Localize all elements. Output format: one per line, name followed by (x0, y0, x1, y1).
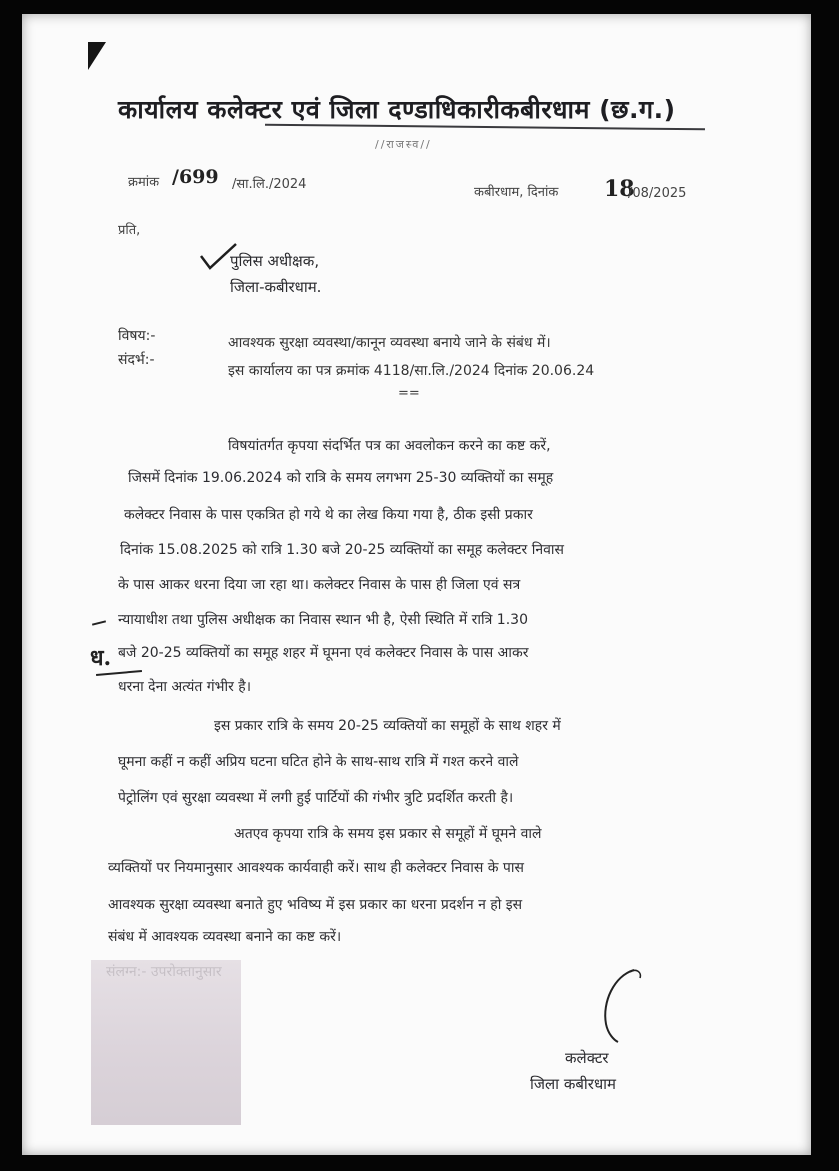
office-heading: कार्यालय कलेक्टर एवं जिला दण्डाधिकारीकबीरधाम (छ.ग.) (118, 95, 676, 124)
signatory-district: जिला कबीरधाम (530, 1075, 617, 1093)
prati-label: प्रति, (118, 223, 141, 238)
signature-stroke (584, 966, 654, 1046)
para3-line: व्यक्तियों पर नियमानुसार आवश्यक कार्यवाही करें। साथ ही कलेक्टर निवास के पास (108, 860, 524, 876)
vishay-text: आवश्यक सुरक्षा व्यवस्था/कानून व्यवस्था बनाये जाने के संबंध में। (228, 335, 551, 351)
recipient-line2: जिला-कबीरधाम. (230, 278, 322, 296)
para3-line: संबंध में आवश्यक व्यवस्था बनाने का कष्ट करें। (108, 929, 342, 945)
sub-mark: //राजस्व// (375, 138, 432, 151)
vishay-label: विषय:- (118, 328, 156, 344)
para2-line: इस प्रकार रात्रि के समय 20-25 व्यक्तियों का समूहों के साथ शहर में (214, 718, 561, 734)
para1-line: विषयांतर्गत कृपया संदर्भित पत्र का अवलोकन करने का कष्ट करें, (228, 438, 551, 454)
kramank-suffix: /सा.लि./2024 (232, 177, 307, 192)
para3-line: आवश्यक सुरक्षा व्यवस्था बनाते हुए भविष्य में इस प्रकार का धरना प्रदर्शन न हो इस (108, 897, 523, 913)
kramank-number: /699 (172, 166, 219, 188)
date-day: 18 (604, 176, 635, 202)
signatory-designation: कलेक्टर (565, 1049, 609, 1067)
sandarbh-label: संदर्भ:- (118, 352, 155, 368)
sandarbh-text: इस कार्यालय का पत्र क्रमांक 4118/सा.लि./2024 दिनांक 20.06.24 (228, 363, 595, 379)
place-date-label: कबीरधाम, दिनांक (474, 185, 559, 200)
para3-line: अतएव कृपया रात्रि के समय इस प्रकार से समूहों में घूमने वाले (234, 826, 542, 842)
para2-line: पेट्रोलिंग एवं सुरक्षा व्यवस्था में लगी हुई पार्टियों की गंभीर त्रुटि प्रदर्शित करती है। (118, 790, 514, 806)
para2-line: घूमना कहीं न कहीं अप्रिय घटना घटित होने के साथ-साथ रात्रि में गश्त करने वाले (118, 754, 519, 770)
page-corner-mark (88, 42, 106, 70)
para1-line: धरना देना अत्यंत गंभीर है। (118, 679, 252, 695)
date-rest: /08/2025 (628, 186, 687, 201)
para1-line: के पास आकर धरना दिया जा रहा था। कलेक्टर निवास के पास ही जिला एवं सत्र (118, 577, 521, 593)
para1-line: न्यायाधीश तथा पुलिस अधीक्षक का निवास स्थान भी है, ऐसी स्थिति में रात्रि 1.30 (118, 612, 528, 628)
faded-stamp (91, 960, 241, 1125)
para1-line: कलेक्टर निवास के पास एकत्रित हो गये थे का लेख किया गया है, ठीक इसी प्रकार (124, 507, 533, 523)
para1-line: बजे 20-25 व्यक्तियों का समूह शहर में घूमना एवं कलेक्टर निवास के पास आकर (118, 645, 529, 661)
separator-mark: == (398, 386, 420, 401)
recipient-line1: पुलिस अधीक्षक, (230, 252, 320, 270)
margin-note: ध. (90, 645, 112, 671)
para1-line: दिनांक 15.08.2025 को रात्रि 1.30 बजे 20-25 व्यक्तियों का समूह कलेक्टर निवास (120, 542, 564, 558)
kramank-label: क्रमांक (128, 175, 160, 190)
para1-line: जिसमें दिनांक 19.06.2024 को रात्रि के समय लगभग 25-30 व्यक्तियों का समूह (128, 470, 554, 486)
